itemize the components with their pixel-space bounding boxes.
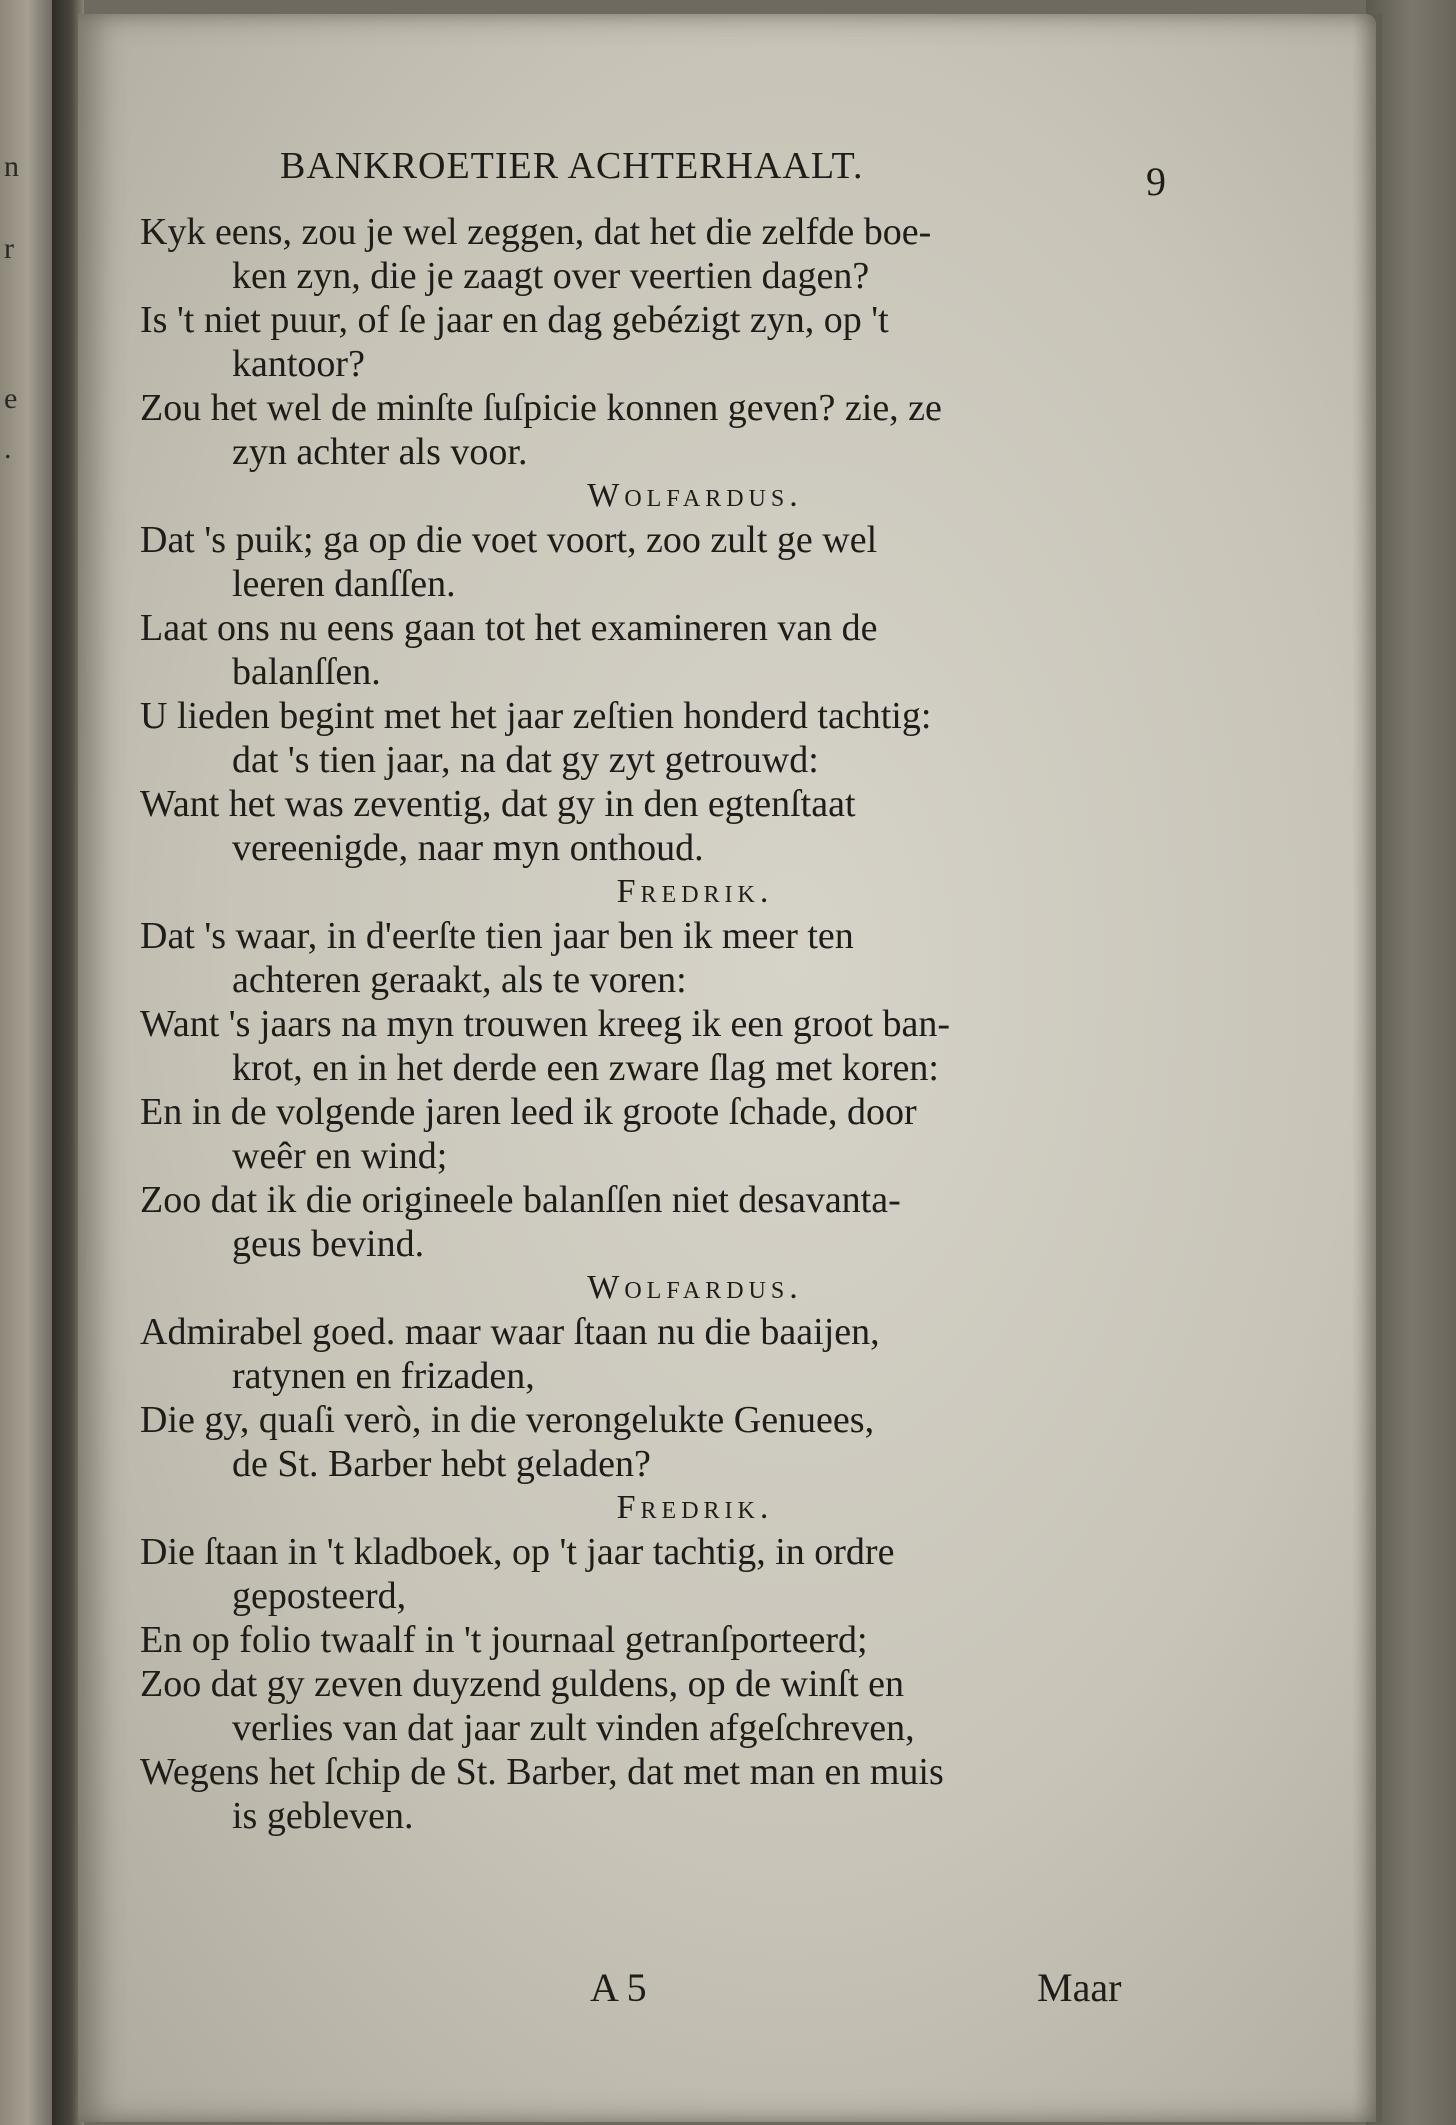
verse-line: Die ſtaan in 't kladboek, op 't jaar tachtig, in ordre [140, 1531, 895, 1573]
speaker-name: Fredrik. [616, 1489, 774, 1526]
verse-continuation: leeren danſſen. [232, 563, 456, 605]
speaker-name: Wolfardus. [587, 1269, 803, 1306]
verse-continuation: zyn achter als voor. [232, 431, 528, 473]
play-text [140, 210, 1210, 1838]
verse-continuation: de St. Barber hebt geladen? [232, 1443, 651, 1485]
signature-mark: A 5 [590, 1965, 647, 2010]
verse-line: Is 't niet puur, of ſe jaar en dag gebézigt zyn, op 't [140, 299, 889, 341]
page-footer [140, 1964, 1210, 2014]
verse-continuation: is gebleven. [232, 1795, 414, 1837]
catchword: Maar [1037, 1965, 1122, 2010]
verse-continuation: ratynen en frizaden, [232, 1355, 535, 1397]
verse-continuation: achteren geraakt, als te voren: [232, 959, 687, 1001]
verse-continuation: vereenigde, naar myn onthoud. [232, 827, 704, 869]
verse-continuation: krot, en in het derde een zware ſlag met koren: [232, 1047, 939, 1089]
speaker-name: Fredrik. [616, 873, 774, 910]
verse-line: Laat ons nu eens gaan tot het examineren van de [140, 607, 878, 649]
speaker-name: Wolfardus. [587, 477, 803, 514]
verse-line: Zoo dat ik die origineele balanſſen niet desavanta- [140, 1179, 901, 1221]
verse-line: Wegens het ſchip de St. Barber, dat met man en muis [140, 1751, 944, 1793]
page-number: 9 [1146, 159, 1166, 204]
running-head: BANKROETIER ACHTERHAALT. [280, 145, 864, 187]
verse-continuation: geposteerd, [232, 1575, 407, 1617]
verse-line: Admirabel goed. maar waar ſtaan nu die baaijen, [140, 1311, 880, 1353]
opposite-page-fragment: e [4, 382, 18, 415]
verse-line: Want het was zeventig, dat gy in den egtenſtaat [140, 783, 856, 825]
verse-continuation: weêr en wind; [232, 1135, 448, 1177]
verse-line: Zou het wel de minſte ſuſpicie konnen geven? zie, ze [140, 387, 942, 429]
verse-continuation: verlies van dat jaar zult vinden afgeſchreven, [232, 1707, 915, 1749]
verse-continuation: balanſſen. [232, 651, 381, 693]
page-edge-shadow [1352, 14, 1382, 2122]
opposite-page-fragment: r [4, 232, 14, 265]
opposite-page-fragment: n [4, 150, 19, 183]
verse-line: Die gy, quaſi verò, in die verongelukte Genuees, [140, 1399, 875, 1441]
opposite-page-fragment: . [4, 432, 12, 465]
book-page [78, 14, 1376, 2122]
verse-continuation: ken zyn, die je zaagt over veertien dagen? [232, 255, 870, 297]
verse-line: Zoo dat gy zeven duyzend guldens, op de winſt en [140, 1663, 905, 1705]
verse-line: Dat 's waar, in d'eerſte tien jaar ben ik meer ten [140, 915, 854, 957]
verse-line: En in de volgende jaren leed ik groote ſchade, door [140, 1091, 917, 1133]
verse-line: Dat 's puik; ga op die voet voort, zoo zult ge wel [140, 519, 878, 561]
verse-line: En op folio twaalf in 't journaal getranſporteerd; [140, 1619, 868, 1661]
verse-continuation: dat 's tien jaar, na dat gy zyt getrouwd: [232, 739, 819, 781]
verse-line: Kyk eens, zou je wel zeggen, dat het die zelfde boe- [140, 211, 932, 253]
verse-continuation: kantoor? [232, 343, 365, 385]
verse-line: U lieden begint met het jaar zeſtien honderd tachtig: [140, 695, 932, 737]
verse-line: Want 's jaars na myn trouwen kreeg ik een groot ban- [140, 1003, 950, 1045]
verse-continuation: geus bevind. [232, 1223, 425, 1265]
